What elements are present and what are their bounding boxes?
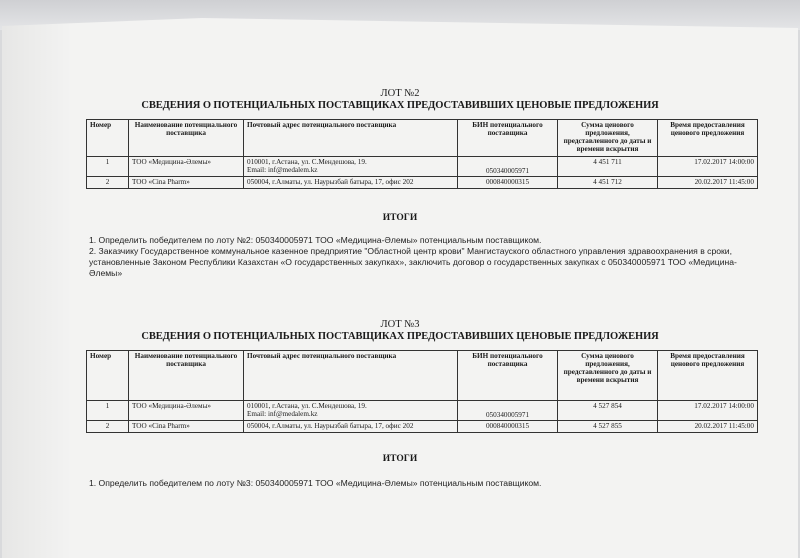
cell-time: 17.02.2017 14:00:00 [658, 401, 758, 421]
lot3-subtitle: СВЕДЕНИЯ О ПОТЕНЦИАЛЬНЫХ ПОСТАВЩИКАХ ПРЕДОСТАВИВШИХ ЦЕНОВЫЕ ПРЕДЛОЖЕНИЯ [141, 331, 659, 342]
col-time: Время предоставления ценового предложения [658, 120, 758, 157]
cell-time: 20.02.2017 11:45:00 [658, 421, 758, 433]
email-line: Email: inf@medalem.kz [247, 410, 318, 418]
table-header-row [87, 351, 758, 401]
table-row [87, 401, 758, 421]
lot2-results [89, 235, 769, 279]
cell-sum: 4 527 855 [558, 421, 658, 433]
lot3-itogi-heading: ИТОГИ [382, 454, 418, 464]
col-number: Номер [87, 351, 129, 401]
col-address: Почтовый адрес потенциального поставщика [244, 351, 458, 401]
table-row [87, 157, 758, 177]
cell-number: 1 [87, 401, 129, 421]
lot3-results [89, 478, 769, 489]
cell-supplier-name: ТОО «Медицина-Әлемы» [129, 401, 244, 421]
cell-sum: 4 451 711 [558, 157, 658, 177]
page-shadow [2, 18, 72, 558]
col-bin: БИН потенциального поставщика [458, 120, 558, 157]
col-time: Время предоставления ценового предложения [658, 351, 758, 401]
col-supplier-name: Наименование потенциального поставщика [129, 351, 244, 401]
document-page [2, 18, 798, 558]
cell-number: 1 [87, 157, 129, 177]
lot3-result-1: 1. Определить победителем по лоту №3: 050340005971 ТОО «Медицина-Әлемы» потенциальным поставщиком. [89, 478, 542, 488]
cell-bin: 000840000315 [458, 421, 558, 433]
cell-supplier-name: ТОО «Cina Pharm» [129, 421, 244, 433]
cell-bin: 000840000315 [458, 177, 558, 189]
cell-address: 050004, г.Алматы, ул. Наурызбай батыра, 17, офис 202 [244, 177, 458, 189]
table-row [87, 421, 758, 433]
lot2-result-1: 1. Определить победителем по лоту №2: 050340005971 ТОО «Медицина-Әлемы» потенциальным поставщиком. [89, 235, 542, 245]
table-header-row [87, 120, 758, 157]
cell-supplier-name: ТОО «Медицина-Әлемы» [129, 157, 244, 177]
cell-sum: 4 451 712 [558, 177, 658, 189]
col-bin: БИН потенциального поставщика [458, 351, 558, 401]
table-row [87, 177, 758, 189]
email-line: Email: inf@medalem.kz [247, 166, 318, 174]
col-sum: Сумма ценового предложения, представленного до даты и времени вскрытия [558, 351, 658, 401]
address-line: 010001, г.Астана, ул. С.Мендешова, 19. [247, 158, 367, 166]
lot3-title: ЛОТ №3 [380, 319, 420, 330]
cell-bin: 050340005971 [458, 157, 558, 177]
cell-address [244, 157, 458, 177]
cell-time: 20.02.2017 11:45:00 [658, 177, 758, 189]
lot2-result-2: 2. Заказчику Государственное коммунальное казенное предприятие "Областной центр крови" Мангистауского областного управления здравоохранения в сроки, установленные Законом Республики Казахстан «О государственных закупках», заключить договор о государственных закупках с 050340005971 ТОО «Медицина-Әлемы» [89, 246, 737, 278]
lot2-suppliers-table [86, 119, 758, 189]
cell-sum: 4 527 854 [558, 401, 658, 421]
col-address: Почтовый адрес потенциального поставщика [244, 120, 458, 157]
cell-number: 2 [87, 421, 129, 433]
lot2-title: ЛОТ №2 [380, 88, 420, 99]
cell-address [244, 401, 458, 421]
address-line: 010001, г.Астана, ул. С.Мендешова, 19. [247, 402, 367, 410]
lot3-suppliers-table [86, 350, 758, 433]
cell-time: 17.02.2017 14:00:00 [658, 157, 758, 177]
cell-supplier-name: ТОО «Cina Pharm» [129, 177, 244, 189]
cell-address: 050004, г.Алматы, ул. Наурызбай батыра, 17, офис 202 [244, 421, 458, 433]
lot2-subtitle: СВЕДЕНИЯ О ПОТЕНЦИАЛЬНЫХ ПОСТАВЩИКАХ ПРЕДОСТАВИВШИХ ЦЕНОВЫЕ ПРЕДЛОЖЕНИЯ [141, 100, 659, 111]
cell-bin: 050340005971 [458, 401, 558, 421]
col-sum: Сумма ценового предложения, представленного до даты и времени вскрытия [558, 120, 658, 157]
col-supplier-name: Наименование потенциального поставщика [129, 120, 244, 157]
cell-number: 2 [87, 177, 129, 189]
lot2-itogi-heading: ИТОГИ [382, 213, 418, 223]
col-number: Номер [87, 120, 129, 157]
